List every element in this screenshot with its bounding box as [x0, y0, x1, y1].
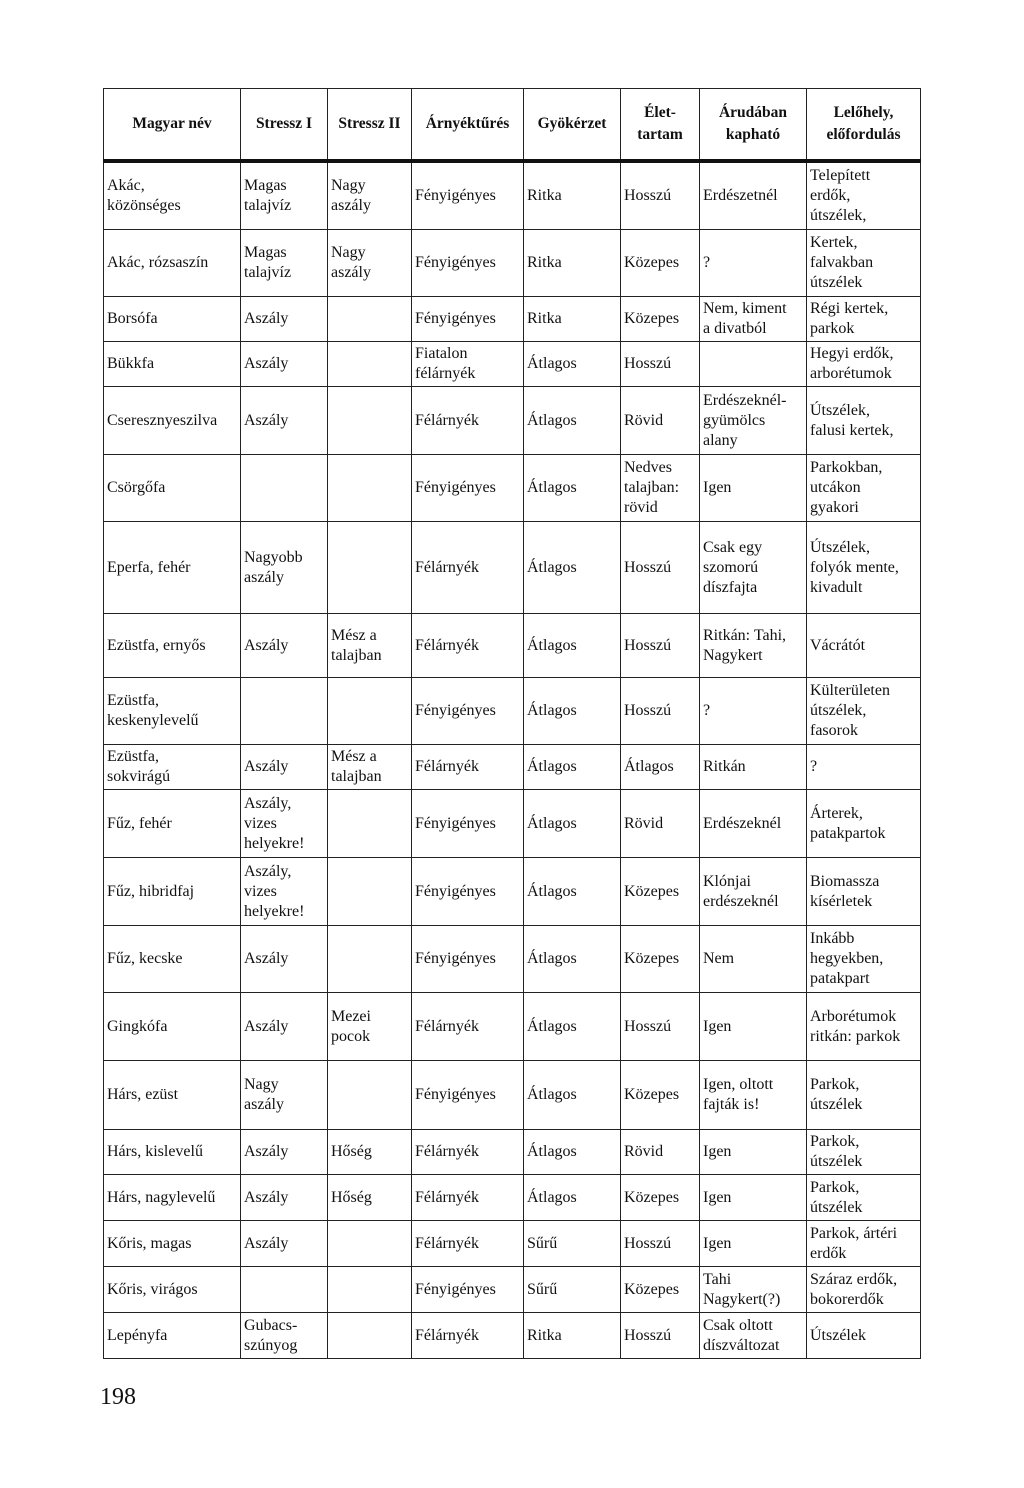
table-cell: Fűz, kecske: [104, 926, 241, 993]
table-cell: Kertek, falvakban útszélek: [807, 230, 921, 297]
table-cell: Cseresznyeszilva: [104, 387, 241, 455]
table-cell: [328, 522, 412, 614]
table-cell: Mezei pocok: [328, 993, 412, 1061]
table-cell: ?: [700, 678, 807, 745]
table-cell: [328, 790, 412, 858]
table-cell: Biomassza kísérletek: [807, 858, 921, 926]
table-row: [104, 993, 921, 1061]
table-cell: Aszály: [241, 342, 328, 387]
table-cell: Fiatalon félárnyék: [412, 342, 524, 387]
table-cell: Aszály: [241, 1221, 328, 1267]
table-cell: Fényigényes: [412, 926, 524, 993]
table-cell: Félárnyék: [412, 745, 524, 790]
table-cell: Fényigényes: [412, 858, 524, 926]
table-cell: Ezüstfa, sokvirágú: [104, 745, 241, 790]
table-cell: Tahi Nagykert(?): [700, 1267, 807, 1313]
table-cell: Átlagos: [524, 342, 621, 387]
table-cell: Nedves talajban: rövid: [621, 455, 700, 522]
table-cell: Aszály, vizes helyekre!: [241, 790, 328, 858]
table-cell: Bükkfa: [104, 342, 241, 387]
table-cell: Közepes: [621, 230, 700, 297]
table-cell: Fényigényes: [412, 1267, 524, 1313]
table-row: [104, 455, 921, 522]
table-row: [104, 522, 921, 614]
table-cell: Kőris, virágos: [104, 1267, 241, 1313]
table-row: [104, 858, 921, 926]
table-cell: Ezüstfa, keskenylevelű: [104, 678, 241, 745]
table-cell: Aszály: [241, 297, 328, 342]
table-cell: Rövid: [621, 790, 700, 858]
table-cell: Közepes: [621, 1175, 700, 1221]
table-cell: Parkok, útszélek: [807, 1175, 921, 1221]
table-cell: [241, 455, 328, 522]
table-cell: Ritka: [524, 230, 621, 297]
table-cell: Parkok, útszélek: [807, 1061, 921, 1130]
table-cell: Közepes: [621, 1267, 700, 1313]
table-cell: [328, 1267, 412, 1313]
header-row: [104, 89, 921, 161]
table-cell: Klónjai erdészeknél: [700, 858, 807, 926]
table-cell: Fényigényes: [412, 678, 524, 745]
table-cell: Átlagos: [524, 926, 621, 993]
table-cell: Átlagos: [524, 993, 621, 1061]
table-cell: Fűz, fehér: [104, 790, 241, 858]
table-cell: Fényigényes: [412, 230, 524, 297]
table-cell: Eperfa, fehér: [104, 522, 241, 614]
table-cell: Hárs, ezüst: [104, 1061, 241, 1130]
table-cell: Félárnyék: [412, 1175, 524, 1221]
table-cell: Hosszú: [621, 993, 700, 1061]
table-cell: Száraz erdők, bokorerdők: [807, 1267, 921, 1313]
table-cell: Rövid: [621, 387, 700, 455]
table-cell: Átlagos: [524, 455, 621, 522]
column-header: Stressz I: [241, 89, 328, 161]
table-cell: Igen: [700, 993, 807, 1061]
table-cell: Nem, kiment a divatból: [700, 297, 807, 342]
table-cell: [328, 1061, 412, 1130]
column-header: Árudában kapható: [700, 89, 807, 161]
table-cell: Fényigényes: [412, 455, 524, 522]
table-cell: Aszály: [241, 1130, 328, 1175]
table-cell: [328, 387, 412, 455]
table-cell: Sűrű: [524, 1267, 621, 1313]
table-cell: Csörgőfa: [104, 455, 241, 522]
table-cell: Fényigényes: [412, 297, 524, 342]
table-cell: Külterületen útszélek, fasorok: [807, 678, 921, 745]
table-cell: Aszály: [241, 614, 328, 678]
table-cell: Aszály: [241, 1175, 328, 1221]
table-row: [104, 230, 921, 297]
table-cell: Ezüstfa, ernyős: [104, 614, 241, 678]
table-cell: Borsófa: [104, 297, 241, 342]
table-cell: [328, 1313, 412, 1359]
table-cell: Hosszú: [621, 522, 700, 614]
table-cell: Átlagos: [524, 1130, 621, 1175]
page-number: 198: [100, 1384, 136, 1410]
table-row: [104, 926, 921, 993]
table-cell: [328, 455, 412, 522]
table-row: [104, 161, 921, 230]
table-cell: Csak oltott díszváltozat: [700, 1313, 807, 1359]
table-cell: Telepített erdők, útszélek,: [807, 161, 921, 230]
table-cell: Inkább hegyekben, patakpart: [807, 926, 921, 993]
table-cell: Félárnyék: [412, 1313, 524, 1359]
table-row: [104, 1061, 921, 1130]
table-cell: Útszélek, falusi kertek,: [807, 387, 921, 455]
table-cell: Félárnyék: [412, 1221, 524, 1267]
table-cell: Átlagos: [524, 614, 621, 678]
table-cell: Hosszú: [621, 614, 700, 678]
table-cell: Hárs, nagylevelű: [104, 1175, 241, 1221]
table-cell: Átlagos: [524, 1061, 621, 1130]
table-body: [104, 161, 921, 1359]
table-cell: Vácrátót: [807, 614, 921, 678]
table-cell: Ritka: [524, 1313, 621, 1359]
table-cell: [241, 1267, 328, 1313]
table-cell: Átlagos: [524, 678, 621, 745]
table-cell: Fényigényes: [412, 790, 524, 858]
table-row: [104, 614, 921, 678]
table-cell: Hosszú: [621, 1313, 700, 1359]
table-cell: Igen: [700, 1221, 807, 1267]
table-cell: Hosszú: [621, 678, 700, 745]
table-cell: Nagy aszály: [241, 1061, 328, 1130]
table-cell: Árterek, patakpartok: [807, 790, 921, 858]
column-header: Árnyéktűrés: [412, 89, 524, 161]
table-cell: Hárs, kislevelű: [104, 1130, 241, 1175]
table-cell: [328, 342, 412, 387]
table-cell: Aszály, vizes helyekre!: [241, 858, 328, 926]
table-cell: Fényigényes: [412, 1061, 524, 1130]
table-cell: Arborétumok ritkán: parkok: [807, 993, 921, 1061]
table-cell: Útszélek, folyók mente, kivadult: [807, 522, 921, 614]
table-cell: Igen: [700, 455, 807, 522]
table-cell: Hosszú: [621, 161, 700, 230]
column-header: Lelőhely, előfordulás: [807, 89, 921, 161]
table-cell: Kőris, magas: [104, 1221, 241, 1267]
table-cell: Magas talajvíz: [241, 230, 328, 297]
table-cell: Ritka: [524, 161, 621, 230]
column-header: Magyar név: [104, 89, 241, 161]
table-cell: [241, 678, 328, 745]
table-cell: Erdészeknél- gyümölcs alany: [700, 387, 807, 455]
table-cell: Hosszú: [621, 1221, 700, 1267]
table-cell: Ritkán: [700, 745, 807, 790]
table-cell: [328, 678, 412, 745]
table-cell: Mész a talajban: [328, 745, 412, 790]
table-cell: Átlagos: [621, 745, 700, 790]
table-row: [104, 1221, 921, 1267]
table-cell: Átlagos: [524, 745, 621, 790]
table-row: [104, 745, 921, 790]
table-cell: [328, 1221, 412, 1267]
table-cell: ?: [807, 745, 921, 790]
table-cell: Közepes: [621, 297, 700, 342]
table-row: [104, 678, 921, 745]
table-cell: Lepényfa: [104, 1313, 241, 1359]
table-cell: Hegyi erdők, arborétumok: [807, 342, 921, 387]
table-cell: Félárnyék: [412, 993, 524, 1061]
table-cell: Igen: [700, 1130, 807, 1175]
table-cell: Ritka: [524, 297, 621, 342]
table-cell: ?: [700, 230, 807, 297]
table-cell: Aszály: [241, 926, 328, 993]
table-cell: Gingkófa: [104, 993, 241, 1061]
table-cell: Félárnyék: [412, 614, 524, 678]
table-cell: Átlagos: [524, 790, 621, 858]
table-row: [104, 1267, 921, 1313]
table-cell: Igen: [700, 1175, 807, 1221]
table-cell: Félárnyék: [412, 522, 524, 614]
table-cell: Aszály: [241, 745, 328, 790]
table-cell: Hőség: [328, 1175, 412, 1221]
table-cell: Erdészetnél: [700, 161, 807, 230]
table-cell: Hőség: [328, 1130, 412, 1175]
table-cell: Ritkán: Tahi, Nagykert: [700, 614, 807, 678]
table-cell: Közepes: [621, 926, 700, 993]
table-cell: Gubacs- szúnyog: [241, 1313, 328, 1359]
table-row: [104, 1130, 921, 1175]
table-cell: Átlagos: [524, 858, 621, 926]
table-cell: Közepes: [621, 858, 700, 926]
table-cell: Nagyobb aszály: [241, 522, 328, 614]
table-cell: [328, 297, 412, 342]
table-cell: Átlagos: [524, 522, 621, 614]
table-cell: Akác, rózsaszín: [104, 230, 241, 297]
table-cell: Mész a talajban: [328, 614, 412, 678]
table-cell: Erdészeknél: [700, 790, 807, 858]
table-cell: [700, 342, 807, 387]
table-cell: [328, 858, 412, 926]
table-cell: Félárnyék: [412, 1130, 524, 1175]
table-cell: Igen, oltott fajták is!: [700, 1061, 807, 1130]
table-cell: Fűz, hibridfaj: [104, 858, 241, 926]
column-header: Élet- tartam: [621, 89, 700, 161]
table-cell: Sűrű: [524, 1221, 621, 1267]
table-cell: Átlagos: [524, 1175, 621, 1221]
table-cell: Fényigényes: [412, 161, 524, 230]
tree-table: [103, 88, 921, 1359]
table-cell: Rövid: [621, 1130, 700, 1175]
table-row: [104, 790, 921, 858]
table-cell: Aszály: [241, 993, 328, 1061]
table-cell: Útszélek: [807, 1313, 921, 1359]
table-cell: Átlagos: [524, 387, 621, 455]
table-cell: Félárnyék: [412, 387, 524, 455]
table-cell: Parkok, ártéri erdők: [807, 1221, 921, 1267]
table-row: [104, 387, 921, 455]
table-cell: [328, 926, 412, 993]
table-cell: Régi kertek, parkok: [807, 297, 921, 342]
table-cell: Nagy aszály: [328, 230, 412, 297]
table-row: [104, 1175, 921, 1221]
table-cell: Nem: [700, 926, 807, 993]
table-row: [104, 1313, 921, 1359]
table-cell: Nagy aszály: [328, 161, 412, 230]
table-cell: Közepes: [621, 1061, 700, 1130]
table-cell: Akác, közönséges: [104, 161, 241, 230]
table-cell: Csak egy szomorú díszfajta: [700, 522, 807, 614]
table-row: [104, 342, 921, 387]
table-cell: Aszály: [241, 387, 328, 455]
table-cell: Parkok, útszélek: [807, 1130, 921, 1175]
column-header: Stressz II: [328, 89, 412, 161]
table-cell: Magas talajvíz: [241, 161, 328, 230]
table-row: [104, 297, 921, 342]
table-cell: Hosszú: [621, 342, 700, 387]
table-cell: Parkokban, utcákon gyakori: [807, 455, 921, 522]
column-header: Gyökérzet: [524, 89, 621, 161]
